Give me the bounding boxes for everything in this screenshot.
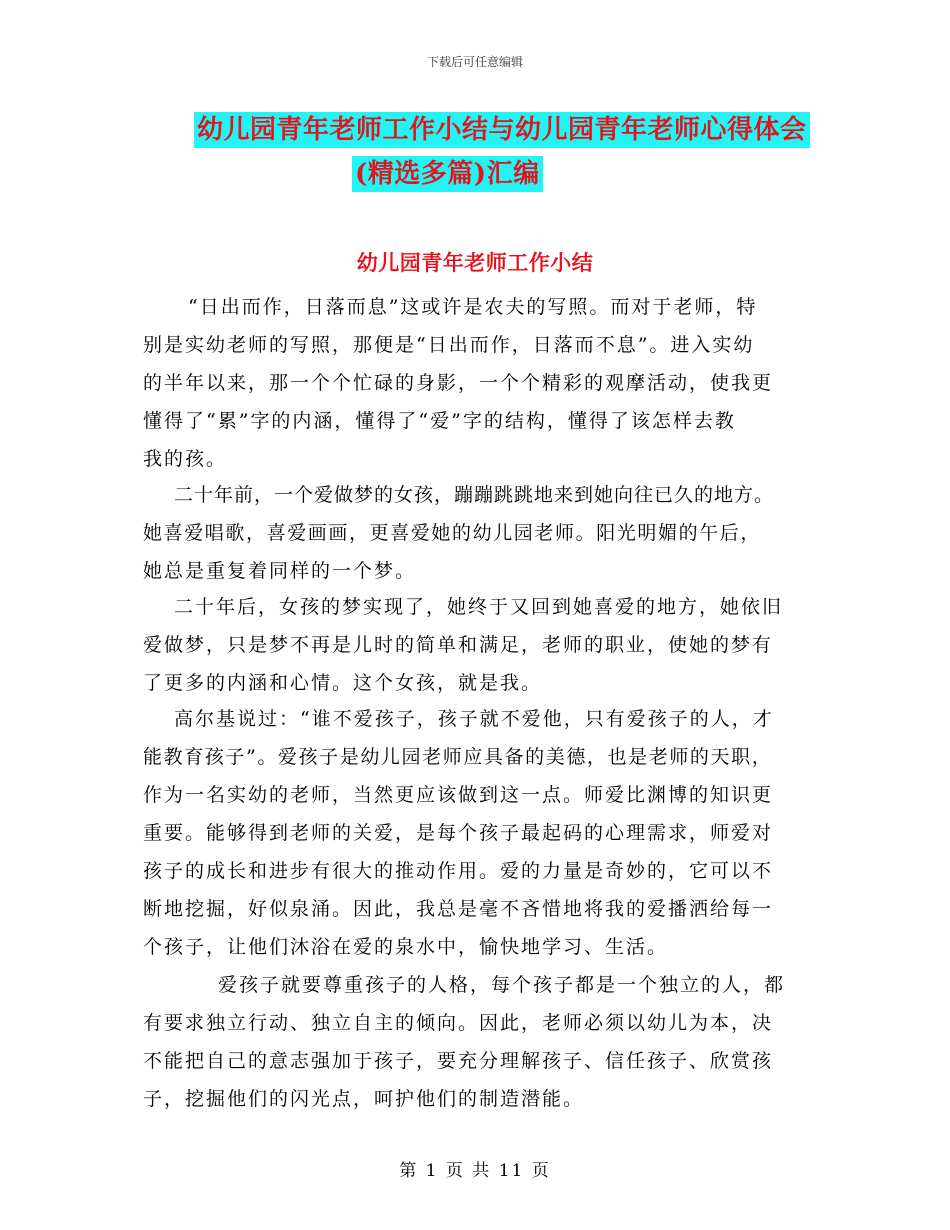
body-line: 懂得了“累”字的内涵，懂得了“爱”字的结构，懂得了该怎样去教: [143, 410, 736, 432]
body-line: 不能把自己的意志强加于孩子，要充分理解孩子、信任孩子、欣赏孩: [143, 1050, 774, 1072]
body-line: 她喜爱唱歌，喜爱画画，更喜爱她的幼儿园老师。阳光明媚的午后，: [143, 522, 762, 544]
body-line: 别是实幼老师的写照，那便是“日出而作，日落而不息”。进入实幼: [143, 334, 755, 356]
body-line: 能教育孩子”。爱孩子是幼儿园老师应具备的美德，也是老师的天职，: [143, 746, 773, 768]
body-line: 了更多的内涵和心情。这个女孩，就是我。: [143, 672, 543, 694]
body-line: 重要。能够得到老师的关爱，是每个孩子最起码的心理需求，师爱对: [143, 822, 774, 844]
body-line: 高尔基说过：“谁不爱孩子，孩子就不爱他，只有爱孩子的人，才: [174, 708, 774, 730]
header-note: 下载后可任意编辑: [426, 55, 523, 69]
body-line: 我的孩。: [143, 448, 228, 470]
body-line: 作为一名实幼的老师，当然更应该做到这一点。师爱比渊博的知识更: [143, 784, 774, 806]
section-heading: 幼儿园青年老师工作小结: [356, 250, 594, 275]
body-line: “日出而作，日落而息”这或许是农夫的写照。而对于老师，特: [188, 296, 758, 318]
document-title-line-1: 幼儿园青年老师工作小结与幼儿园青年老师心得体会: [194, 112, 810, 148]
body-line: 个孩子，让他们沐浴在爱的泉水中，愉快地学习、生活。: [143, 936, 669, 958]
body-line: 有要求独立行动、独立自主的倾向。因此，老师必须以幼儿为本，决: [143, 1012, 774, 1034]
body-line: 断地挖掘，好似泉涌。因此，我总是毫不吝惜地将我的爱播洒给每一: [143, 898, 774, 920]
page-number-footer: 第 1 页 共 11 页: [399, 1161, 551, 1181]
body-line: 爱做梦，只是梦不再是儿时的简单和满足，老师的职业，使她的梦有: [143, 634, 774, 656]
body-line: 爱孩子就要尊重孩子的人格，每个孩子都是一个独立的人，都: [218, 974, 786, 996]
body-line: 二十年后，女孩的梦实现了，她终于又回到她喜爱的地方，她依旧: [174, 596, 784, 618]
body-line: 孩子的成长和进步有很大的推动作用。爱的力量是奇妙的，它可以不: [143, 860, 774, 882]
body-line: 她总是重复着同样的一个梦。: [143, 560, 417, 582]
body-line: 子，挖掘他们的闪光点，呵护他们的制造潜能。: [143, 1088, 585, 1110]
document-title-line-2: (精选多篇)汇编: [352, 156, 543, 192]
body-line: 二十年前，一个爱做梦的女孩，蹦蹦跳跳地来到她向往已久的地方。: [174, 484, 775, 506]
body-line: 的半年以来，那一个个忙碌的身影，一个个精彩的观摩活动，使我更: [143, 372, 774, 394]
